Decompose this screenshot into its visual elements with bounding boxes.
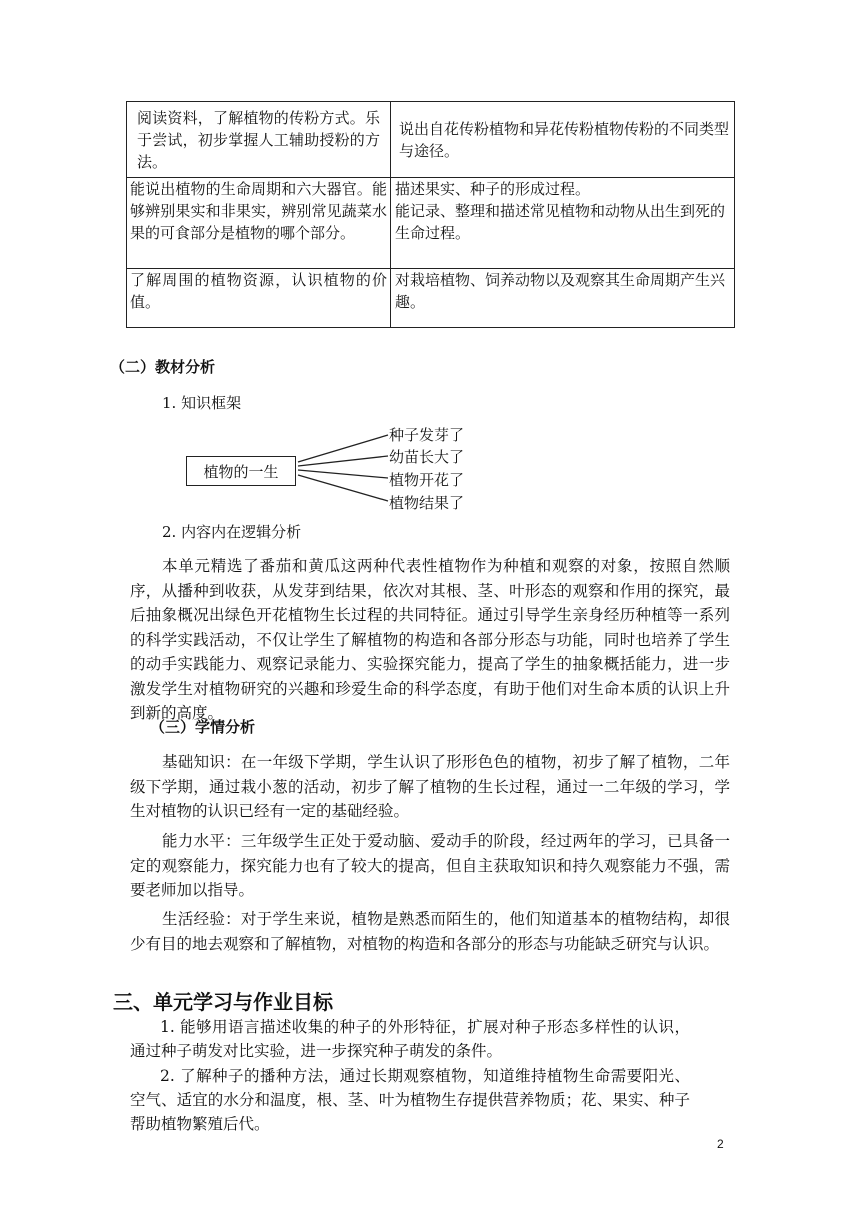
diagram-root: 植物的一生 xyxy=(186,456,296,486)
section-heading: 三、单元学习与作业目标 xyxy=(113,990,333,1014)
table-cell: 了解周围的植物资源，认识植物的价值。 xyxy=(127,269,391,328)
table-cell: 阅读资料，了解植物的传粉方式。乐于尝试，初步掌握人工辅助授粉的方法。 xyxy=(127,102,391,178)
paragraph: 生活经验：对于学生来说，植物是熟悉而陌生的，他们知道基本的植物结构，却很少有目的地去观察和了解植物，对植物的构造和各部分的形态与功能缺乏研究与认识。 xyxy=(130,910,730,953)
paragraph: 基础知识：在一年级下学期，学生认识了形形色色的植物，初步了解了植物，二年级下学期，通过栽小葱的活动，初步了解了植物的生长过程，通过一二年级的学习，学生对植物的认识已经有一定的基础经验。 xyxy=(130,753,730,820)
diagram-connectors xyxy=(290,425,400,510)
goals-table xyxy=(126,101,735,328)
subheading: 2. 内容内在逻辑分析 xyxy=(162,523,302,541)
table-row xyxy=(127,102,735,178)
connector-line xyxy=(298,470,388,478)
table-cell: 能说出植物的生命周期和六大器官。能够辨别果实和非果实，辨别常见蔬菜水果的可食部分是植物的哪个部分。 xyxy=(127,178,391,269)
page-number: 2 xyxy=(717,1137,724,1151)
table-cell-line: 描述果实、种子的形成过程。 xyxy=(395,180,591,198)
table-cell: 对栽培植物、饲养动物以及观察其生命周期产生兴趣。 xyxy=(391,269,735,328)
diagram-branch: 幼苗长大了 xyxy=(389,448,465,466)
diagram-branch: 植物开花了 xyxy=(389,471,465,489)
table-row xyxy=(127,269,735,328)
connector-line xyxy=(298,475,388,501)
table-cell xyxy=(391,178,735,269)
table-cell-line: 能记录、整理和描述常见植物和动物从出生到死的生命过程。 xyxy=(395,202,726,242)
diagram-branch: 植物结果了 xyxy=(389,494,465,512)
section-heading: （三）学情分析 xyxy=(150,718,256,736)
table-row xyxy=(127,178,735,269)
goal-item: 1. 能够用语言描述收集的种子的外形特征，扩展对种子形态多样性的认识，通过种子萌发对比实验，进一步探究种子萌发的条件。 xyxy=(130,1018,690,1060)
goal-item: 2. 了解种子的播种方法，通过长期观察植物，知道维持植物生命需要阳光、空气、适宜的水分和温度，根、茎、叶为植物生存提供营养物质；花、果实、种子帮助植物繁殖后代。 xyxy=(130,1067,690,1133)
paragraph: 能力水平：三年级学生正处于爱动脑、爱动手的阶段，经过两年的学习，已具备一定的观察能力，探究能力也有了较大的提高，但自主获取知识和持久观察能力不强，需要老师加以指导。 xyxy=(130,832,730,899)
table-cell: 说出自花传粉植物和异花传粉植物传粉的不同类型与途径。 xyxy=(391,102,735,178)
diagram-branch: 种子发芽了 xyxy=(389,426,465,444)
section-heading: （二）教材分析 xyxy=(110,358,216,376)
subheading: 1. 知识框架 xyxy=(162,394,242,412)
paragraph: 本单元精选了番茄和黄瓜这两种代表性植物作为种植和观察的对象，按照自然顺序，从播种到收获，从发芽到结果，依次对其根、茎、叶形态的观察和作用的探究，最后抽象概况出绿色开花植物生长过程的共同特征。通过引导学生亲身经历种植等一系列的科学实践活动，不仅让学生了解植物的构造和各部分形态与功能，同时也培养了学生的动手实践能力、观察记录能力、实验探究能力，提高了学生的抽象概括能力，进一步激发学生对植物研究的兴趣和珍爱生命的科学态度，有助于他们对生命本质的认识上升到新的高度。 xyxy=(130,557,730,722)
